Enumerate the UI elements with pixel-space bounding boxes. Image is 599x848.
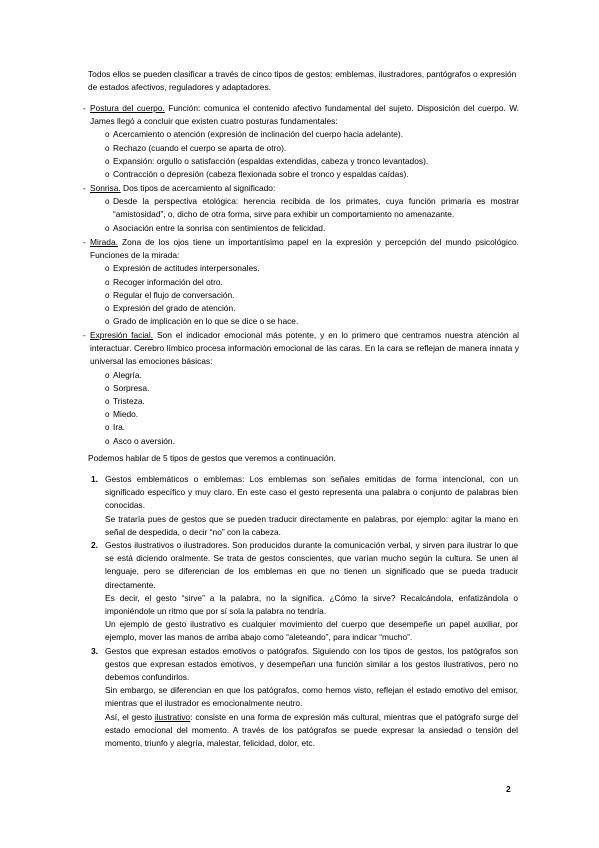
section-heading: Postura del cuerpo.: [90, 103, 165, 113]
gestures-list: [88, 473, 518, 750]
item-number: 1.: [91, 474, 98, 484]
paragraph: Un ejemplo de gesto ilustrativo es cualquier movimiento del cuerpo que desempeñe un papel auxiliar, por ejemplo, mover las manos de arriba abajo como “aleteando”, para indicar “mucho”.: [105, 619, 518, 643]
list-item: o Regular el flujo de conversación.: [105, 289, 519, 302]
gesture-item: [88, 473, 518, 539]
list-item: o Desde la perspectiva etológica: herencia recibida de los primates, cuya función primaria es mostrar “amistosidad”, o, dicho de otra forma, sirve para exhibir un comportamiento no amenazante.: [105, 195, 519, 221]
section-text: Zona de los ojos tiene un importantísimo papel en la expresión y percepción del mundo psicológico. Funciones de la mirada:: [90, 237, 519, 261]
page-number: 2: [506, 784, 511, 794]
list-item: o Sorpresa.: [105, 382, 519, 395]
list-item: o Asociación entre la sonrisa con sentimientos de felicidad.: [105, 222, 519, 235]
item-number: 3.: [91, 645, 98, 656]
list-item: o Expansión: orgullo o satisfacción (espaldas extendidas, cabeza y tronco levantados).: [105, 155, 519, 168]
bullet-dash: -: [83, 103, 86, 113]
section-text: Son el indicador emocional más potente, y en lo primero que centramos nuestra atención al interactuar. Cerebro límbico procesa información emocional de las caras. En la cara se reflejan de manera innata y universal las emociones básicas:: [90, 330, 519, 367]
list-item: o Asco o aversión.: [105, 435, 519, 448]
underlined-term: ilustrativo: [154, 711, 191, 722]
list-item: o Rechazo (cuando el cuerpo se aparta de otro).: [105, 142, 519, 155]
gesture-item: [88, 539, 518, 645]
section-list: [90, 262, 519, 328]
paragraph: [105, 711, 518, 751]
transition-paragraph: Podemos hablar de 5 tipos de gestos que veremos a continuación.: [88, 453, 336, 463]
list-item: o Miedo.: [105, 408, 519, 421]
intro-paragraph: Todos ellos se pueden clasificar a través de cinco tipos de gestos: emblemas, ilustradores, pantógrafos o expresión de estados afectivos, reguladores y adaptadores.: [88, 69, 517, 93]
list-item: o Tristeza.: [105, 395, 519, 408]
list-item: o Recoger información del otro.: [105, 276, 519, 289]
gesture-item: [88, 645, 518, 751]
bullet-dash: -: [83, 237, 86, 247]
list-item: o Expresión de actitudes interpersonales.: [105, 262, 519, 275]
bullet-dash: -: [83, 330, 86, 340]
list-item: o Grado de implicación en lo que se dice o se hace.: [105, 315, 519, 328]
section-list: [90, 369, 519, 448]
list-item: o Alegría.: [105, 369, 519, 382]
paragraph: Se trataría pues de gestos que se pueden traducir directamente en palabras, por ejemplo: agitar la mano en señal de despedida, o decir “no” con la cabeza.: [105, 513, 518, 537]
section-expresion-facial: [83, 329, 519, 448]
section-text: Función: comunica el contenido afectivo fundamental del sujeto. Disposición del cuerpo. W. James llegó a concluir que existen cuatro posturas fundamentales:: [90, 103, 519, 127]
paragraph: Sin embargo, se diferencian en que los patógrafos, como hemos visto, reflejan el estado emotivo del emisor, mientras que el ilustrador es emocionalmente neutro.: [105, 685, 518, 709]
paragraph: Es decir, el gesto “sirve” a la palabra, no la significa. ¿Cómo la sirve? Recalcándola, enfatizándola o imponiéndole un ritmo que por sí sola la palabra no tendría.: [105, 592, 518, 617]
bullet-dash: -: [83, 183, 86, 193]
list-item: o Ira.: [105, 421, 519, 434]
section-list: [90, 128, 519, 181]
list-item: o Acercamiento o atención (expresión de inclinación del cuerpo hacia adelante).: [105, 128, 519, 141]
list-item: o Expresión del grado de atención.: [105, 302, 519, 315]
section-mirada: [83, 236, 519, 328]
section-heading: Expresión facial.: [90, 330, 154, 340]
section-postura: [83, 102, 519, 181]
text-fragment: Así, el gesto: [105, 711, 155, 722]
item-number: 2.: [91, 540, 98, 551]
section-list: [90, 195, 519, 235]
section-heading: Mirada.: [90, 237, 118, 247]
list-item: o Contracción o depresión (cabeza flexionada sobre el tronco y espaldas caídas).: [105, 168, 519, 181]
section-sonrisa: [83, 182, 519, 235]
text-fragment: : consiste en una forma de expresión más cultural, mientras que el patógrafo surge del estado emocional del momento. A través de los patógrafos se puede expresar la ansiedad o tensión del momento, triunfo y alegría, malestar, felicidad, dolor, etc.: [105, 711, 518, 749]
section-heading: Sonrisa.: [90, 183, 121, 193]
section-text: Dos tipos de acercamiento al significado:: [120, 183, 276, 193]
paragraph: Gestos emblemáticos o emblemas: Los emblemas son señales emitidas de forma intencional, con un significado específico y muy claro. En este caso el gesto representa una palabra o conjunto de palabras bien conocidas.: [105, 474, 518, 511]
paragraph: Gestos que expresan estados emotivos o patógrafos. Siguiendo con los tipos de gestos, los patógrafos son gestos que expresan estados emotivos, y desempeñan una función similar a los gestos ilustrativos, pero no debemos confundirlos.: [105, 645, 518, 683]
paragraph: Gestos ilustrativos o ilustradores. Son producidos durante la comunicación verbal, y sirven para ilustrar lo que se está diciendo oralmente. Se trata de gestos conscientes, que varían mucho según la cultura. Se unen al lenguaje, pero se diferencian de los emblemas en que no tienen un significado que se pueda traducir directamente.: [105, 540, 518, 590]
